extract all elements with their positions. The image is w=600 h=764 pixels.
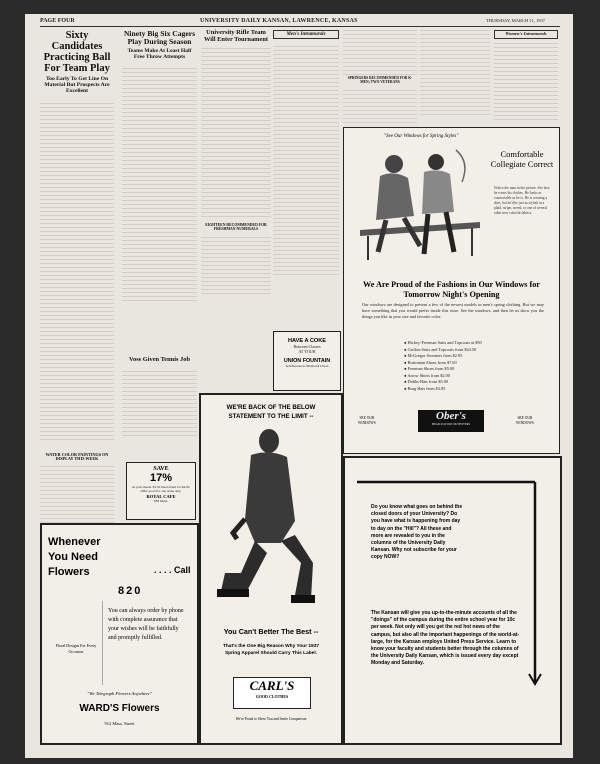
obers-see-windows-left: SEE OUR WINDOWS — [358, 416, 376, 425]
carls-footer: We're Proud to Show You and Invite Comparison — [235, 717, 307, 721]
article-body-text — [343, 87, 417, 123]
wards-flowers-ad — [40, 523, 199, 745]
article-body-text — [201, 234, 271, 294]
list-item: ● Bostonian Shoes from $7.00 — [404, 359, 457, 365]
list-item: ● Burg Hats from $3.85 — [404, 385, 446, 391]
masthead-title: UNIVERSITY DAILY KANSAN, LAWRENCE, KANSAS — [200, 18, 358, 24]
article-body-text — [40, 465, 114, 527]
union-fountain-ad — [273, 331, 341, 391]
royal-cafe-save: SAVE — [153, 466, 169, 472]
headline: Voss Given Tennis Job — [128, 356, 191, 363]
article-body-text — [343, 30, 417, 75]
list-item: ● Griffon Suits and Topcoats from $24.50 — [404, 346, 477, 352]
royal-cafe-address: 938 Mass. — [153, 499, 169, 503]
union-name: UNION FOUNTAIN — [283, 358, 331, 364]
flowers-phone: 820 — [118, 585, 143, 597]
seated-man-illustration-icon — [211, 423, 331, 623]
article-body-text — [420, 30, 490, 115]
masthead-date: THURSDAY, MARCH 11, 1937 — [486, 18, 545, 23]
flowers-title: Whenever You Need Flowers — [48, 536, 101, 578]
royal-cafe-name: ROYAL CAFE — [146, 494, 176, 499]
kansan-subscription-ad — [343, 456, 562, 745]
carls-headline: You Can't Better The Best -- — [223, 627, 319, 636]
article-body-text — [494, 42, 558, 120]
union-line2: Between Classes — [293, 344, 321, 349]
article-sixty-candidates — [40, 30, 114, 440]
list-item: ● Dobbs Hats from $5.00 — [404, 379, 449, 384]
headline: Sixty Candidates Practicing Ball For Team Play — [43, 30, 111, 75]
obers-side-text: Notice the man in the picture. See how he wears his clothes. He looks as comfortable as he is. He is wearing a shirt, but he'd be just as stylish in a plaid, stripe, tweed, or one of several other new colorful fabrics. — [494, 186, 550, 215]
article-body-text — [122, 368, 197, 436]
article-rifle-team — [201, 30, 271, 294]
article-water-color — [40, 453, 114, 527]
list-item: ● Hickey-Freeman Suits and Topcoats at $50 — [404, 340, 482, 345]
headline: Women's Intramurals — [494, 30, 558, 39]
article-body-text — [201, 47, 271, 217]
couple-illustration-icon — [350, 142, 486, 266]
union-line1: HAVE A COKE — [287, 338, 327, 344]
headline: Ninety Big Six Cagers Play During Season — [123, 29, 196, 46]
flowers-slogan: "We Telegraph Flowers Anywhere" — [87, 691, 152, 696]
list-item: ● McGregor Sweaters from $2.95 — [404, 353, 463, 358]
kansan-copy: Do you know what goes on behind the closed doors of your University? Do you have what is happening from day to day on the "Hill"? All these and more are revealed to you in the columns of the University Daily Kansan. Why not subscribe for your copy NOW? — [371, 504, 463, 561]
subheadline: EIGHTEEN RECOMMENDED FOR FRESHMAN NUMERALS — [205, 223, 267, 232]
obers-headline: We Are Proud of the Fashions in Our Windows for Tomorrow Night's Opening — [363, 280, 540, 299]
article-springers — [343, 30, 417, 123]
page-number: PAGE FOUR — [40, 18, 75, 24]
union-note: Self-Resources Memorial Union — [285, 364, 329, 368]
flowers-call: . . . . Call — [154, 565, 191, 575]
obers-logo: Ober's HEAD-TO-FOOT OUTFITTERS — [418, 410, 484, 432]
flowers-name: WARD'S Flowers — [79, 703, 160, 714]
carls-body: That's the One Big Reason Why Your 1937 Spring Apparel Should Carry This Label. — [222, 644, 320, 656]
union-line3: AT YOUR — [298, 349, 316, 354]
headline: University Rifle Team Will Enter Tournament — [203, 29, 269, 43]
flowers-left-note: Floral Designs For Every Occasion — [55, 643, 97, 654]
article-continued — [420, 30, 490, 115]
obers-see-windows-right: SEE OUR WINDOWS — [516, 416, 534, 425]
kansan-copy-2: The Kansan will give you up-to-the-minute accounts of all the "doings" of the campus during the entire school year for 10c per week. Not only will you get the red hot news of the campus, but also all the important happenings of the world-at-large, for the Kansan employs United Press Service. Learn to know your faculty and students better through the columns of the University Daily Kansan, which is issued every day except Monday and Saturday. — [371, 610, 520, 667]
masthead-rule — [40, 26, 560, 27]
obers-side-title: Comfortable Collegiate Correct — [490, 149, 554, 169]
headline: WATER COLOR PAINTINGS ON DISPLAY THIS WEEK — [45, 452, 109, 462]
results-text — [273, 43, 339, 275]
subhead: Too Early To Get Line On Material But Prospects Are Excellent — [44, 76, 110, 94]
list-item: ● Arrow Shirts from $2.00 — [404, 372, 450, 378]
article-voss-tennis — [122, 357, 197, 436]
article-body-text — [40, 100, 114, 440]
royal-cafe-percent: 17% — [149, 472, 173, 484]
royal-cafe-note: on your meals. $5.50 meal ticket for $4.95. Offer good for one week only. — [131, 485, 191, 493]
article-ninety-cagers — [122, 30, 197, 301]
article-womens-intramurals — [494, 30, 558, 120]
obers-ad — [343, 127, 560, 454]
carls-banner: WE'RE BACK OF THE BELOW STATEMENT TO THE LIMIT -- — [226, 404, 316, 420]
headline: Men's Intramurals — [273, 30, 339, 39]
subhead: Teams Make At Least Half Free Throw Attempts — [127, 47, 192, 60]
subheadline: SPRINGERS RECOMMENDED FOR K-MEN; TWO VETERANS — [347, 76, 413, 84]
article-mens-intramurals — [273, 30, 339, 275]
obers-intro: Our windows are designed to present a few of the newest models in men's spring clothing. But we may have something that you would prefer inside this store. See the windows, and then let us show you the things you like in your size and favorite color. — [362, 302, 544, 319]
list-item: ● Freeman Shoes from $5.00 — [404, 366, 455, 371]
royal-cafe-ad — [126, 462, 196, 520]
article-body-text — [122, 66, 197, 301]
carls-ad — [199, 393, 343, 745]
flowers-copy: You can always order by phone with complete assurance that your wishes will be faithfully and promptly fulfilled. — [108, 608, 184, 641]
obers-item-list — [404, 340, 544, 392]
flowers-address: 912 Mass. Street — [104, 721, 135, 726]
carls-logo: CARL'S GOOD CLOTHES — [233, 677, 311, 709]
obers-tagline: "See Our Windows for Spring Styles" — [384, 134, 459, 139]
